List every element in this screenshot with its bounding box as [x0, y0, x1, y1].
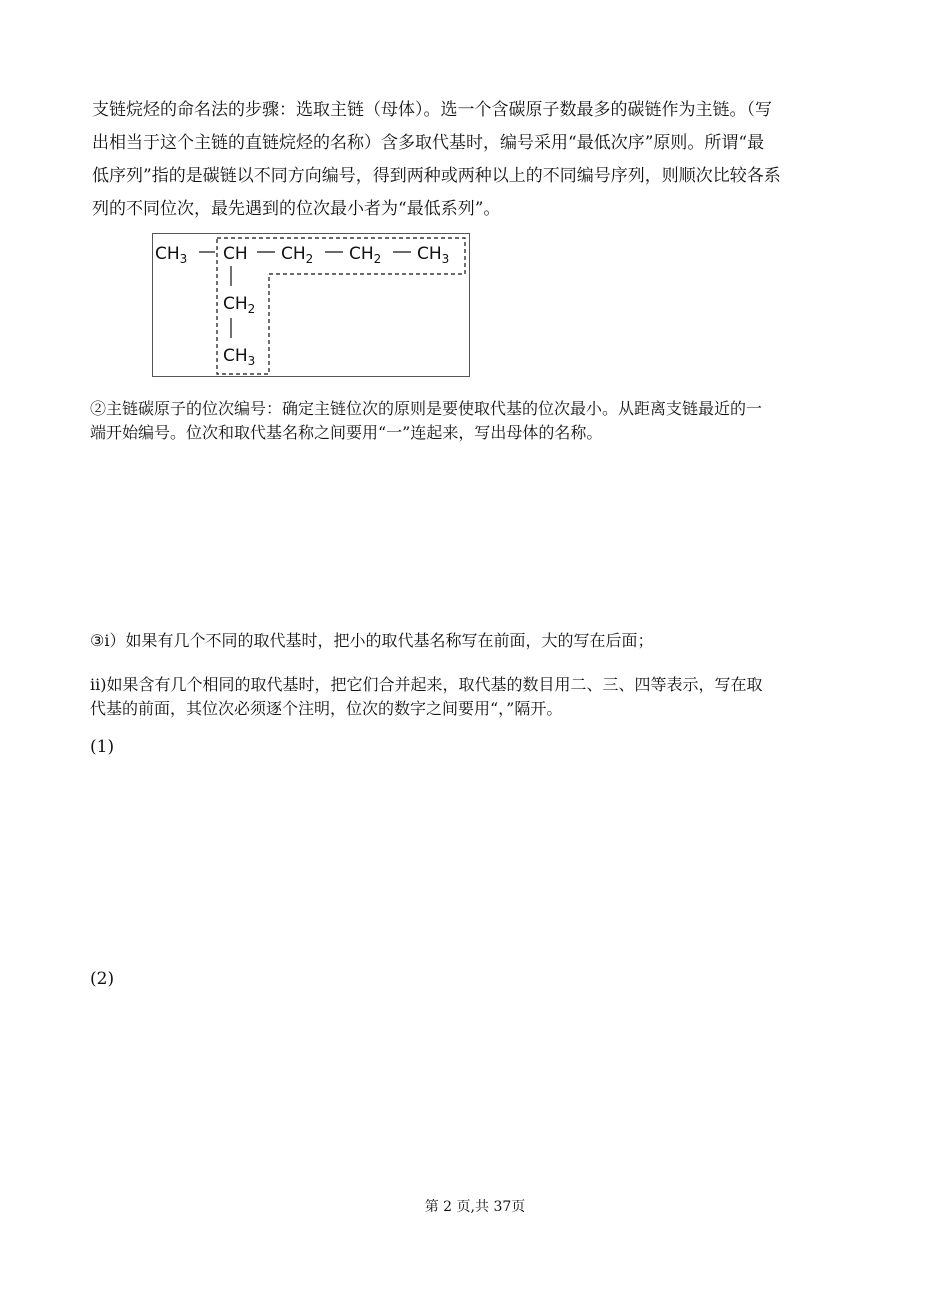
item-number-1: (1) [90, 737, 115, 757]
text-line: 代基的前面，其位次必须逐个注明，位次的数字之间要用“，”隔开。 [90, 699, 563, 718]
page-footer: 第 2 页,共 37页 [424, 1199, 526, 1215]
text-line: ③i）如果有几个不同的取代基时，把小的取代基名称写在前面，大的写在后面； [90, 631, 654, 650]
text-line: 低序列”指的是碳链以不同方向编号，得到两种或两种以上的不同编号序列，则顺次比较各系 [92, 166, 781, 186]
formula-ch3-right: $CH_3$ [417, 244, 450, 266]
formula-ch3-branch: $CH_3$ [223, 346, 256, 368]
paragraph-same-substituents [90, 673, 870, 721]
paragraph-different-substituents [90, 629, 870, 653]
formula-ch3-left: $CH_3$ [155, 244, 188, 266]
paragraph-numbering-rule [90, 397, 870, 445]
formula-ch2-branch: $CH_2$ [223, 294, 256, 316]
text-line: 端开始编号。位次和取代基名称之间要用“一”连起来，写出母体的名称。 [90, 423, 603, 442]
text-line: ii)如果含有几个相同的取代基时，把它们合并起来，取代基的数目用二、三、四等表示，写在取 [90, 675, 763, 694]
formula-ch2-b: $CH_2$ [349, 244, 382, 266]
formula-ch: CH [223, 244, 248, 264]
paragraph-main-chain-selection [92, 94, 862, 226]
formula-ch2-a: $CH_2$ [281, 244, 314, 266]
text-line: 支链烷烃的命名法的步骤：选取主链（母体）。选一个含碳原子数最多的碳链作为主链。（写 [92, 100, 772, 120]
text-line: 列的不同位次，最先遇到的位次最小者为“最低系列”。 [92, 199, 501, 219]
structural-formula-svg [153, 234, 471, 378]
text-line: ②主链碳原子的位次编号：确定主链位次的原则是要使取代基的位次最小。从距离支链最近的一 [90, 399, 763, 418]
item-number-2: (2) [90, 969, 115, 989]
text-line: 出相当于这个主链的直链烷烃的名称）含多取代基时，编号采用“最低次序”原则。所谓“最 [92, 133, 765, 153]
structural-formula-diagram [152, 233, 470, 377]
